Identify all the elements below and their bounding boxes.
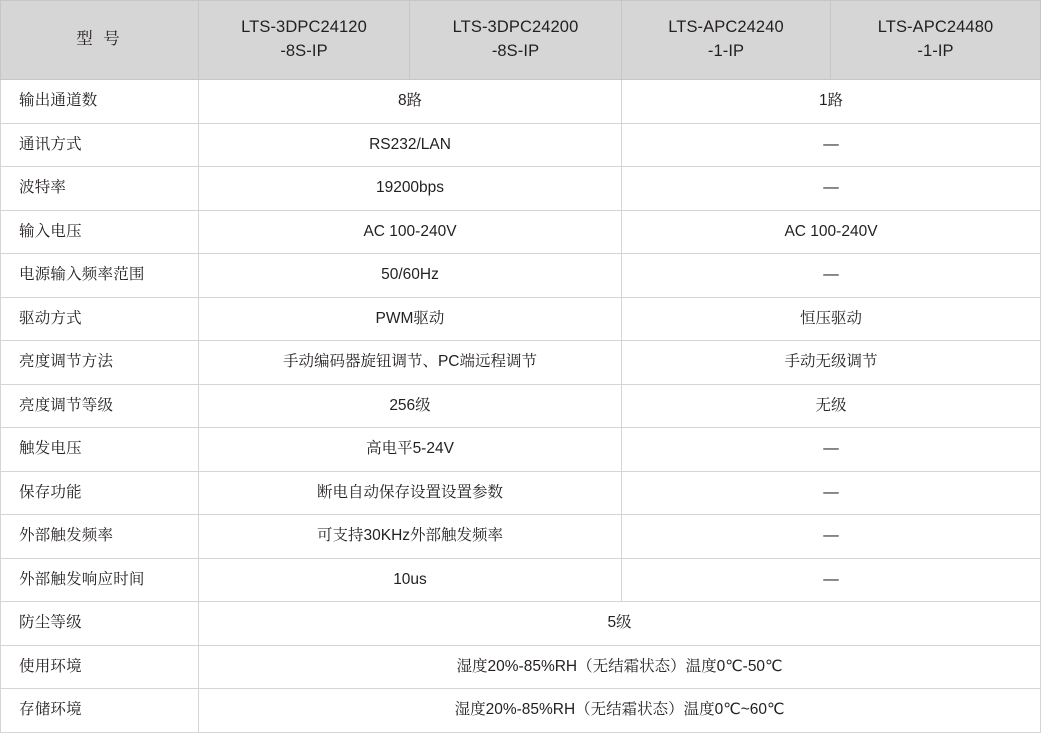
row-value-full: 湿度20%-85%RH（无结霜状态）温度0℃~60℃ — [199, 689, 1041, 733]
table-row — [1, 123, 1041, 167]
table-header-row — [1, 1, 1041, 80]
table-row — [1, 210, 1041, 254]
row-value-right: — — [622, 167, 1041, 211]
row-label: 驱动方式 — [1, 297, 199, 341]
model-1-line2: -8S-IP — [280, 42, 328, 60]
row-value-right: — — [622, 515, 1041, 559]
row-value-left: PWM驱动 — [199, 297, 622, 341]
row-label: 输入电压 — [1, 210, 199, 254]
row-label: 保存功能 — [1, 471, 199, 515]
row-label: 外部触发响应时间 — [1, 558, 199, 602]
model-2-line2: -8S-IP — [491, 42, 540, 60]
row-value-right: 恒压驱动 — [622, 297, 1041, 341]
row-value-right: 手动无级调节 — [622, 341, 1041, 385]
table-row — [1, 80, 1041, 124]
model-4-line1: LTS-APC24480 — [877, 18, 994, 37]
table-row — [1, 689, 1041, 733]
row-value-full: 5级 — [199, 602, 1041, 646]
row-value-right: — — [622, 558, 1041, 602]
row-value-right: 1路 — [622, 80, 1041, 124]
model-2-line1: LTS-3DPC24200 — [452, 18, 579, 37]
table-row — [1, 645, 1041, 689]
row-value-right: 无级 — [622, 384, 1041, 428]
header-cell-model-3 — [622, 1, 831, 80]
row-label: 输出通道数 — [1, 80, 199, 124]
row-value-right: — — [622, 123, 1041, 167]
table-row — [1, 515, 1041, 559]
row-value-left: 高电平5-24V — [199, 428, 622, 472]
header-cell-model-label: 型 号 — [1, 1, 199, 80]
row-value-left: 可支持30KHz外部触发频率 — [199, 515, 622, 559]
header-cell-model-2 — [410, 1, 622, 80]
row-value-full: 湿度20%-85%RH（无结霜状态）温度0℃-50℃ — [199, 645, 1041, 689]
model-4-line2: -1-IP — [917, 42, 954, 60]
model-3-line1: LTS-APC24240 — [668, 18, 784, 37]
row-value-right: AC 100-240V — [622, 210, 1041, 254]
table-row — [1, 384, 1041, 428]
row-value-left: 10us — [199, 558, 622, 602]
row-label: 外部触发频率 — [1, 515, 199, 559]
row-label: 触发电压 — [1, 428, 199, 472]
row-value-left: 8路 — [199, 80, 622, 124]
row-label: 亮度调节方法 — [1, 341, 199, 385]
table-row — [1, 254, 1041, 298]
table-row — [1, 471, 1041, 515]
row-value-left: 50/60Hz — [199, 254, 622, 298]
model-3-line2: -1-IP — [707, 42, 745, 60]
row-label: 波特率 — [1, 167, 199, 211]
header-cell-model-4 — [831, 1, 1041, 80]
table-body — [1, 80, 1041, 733]
model-1-line1: LTS-3DPC24120 — [241, 18, 367, 37]
table-row — [1, 297, 1041, 341]
row-label: 使用环境 — [1, 645, 199, 689]
row-value-right: — — [622, 471, 1041, 515]
row-label: 防尘等级 — [1, 602, 199, 646]
table-row — [1, 167, 1041, 211]
table-row — [1, 602, 1041, 646]
row-value-left: 19200bps — [199, 167, 622, 211]
row-value-right: — — [622, 254, 1041, 298]
table-row — [1, 341, 1041, 385]
row-value-left: AC 100-240V — [199, 210, 622, 254]
row-value-left: 256级 — [199, 384, 622, 428]
table-row — [1, 558, 1041, 602]
row-value-left: 手动编码器旋钮调节、PC端远程调节 — [199, 341, 622, 385]
row-label: 电源输入频率范围 — [1, 254, 199, 298]
row-label: 通讯方式 — [1, 123, 199, 167]
row-value-left: 断电自动保存设置设置参数 — [199, 471, 622, 515]
header-cell-model-1 — [199, 1, 410, 80]
row-value-right: — — [622, 428, 1041, 472]
row-label: 亮度调节等级 — [1, 384, 199, 428]
table-header — [1, 1, 1041, 80]
row-label: 存储环境 — [1, 689, 199, 733]
table-row — [1, 428, 1041, 472]
row-value-left: RS232/LAN — [199, 123, 622, 167]
